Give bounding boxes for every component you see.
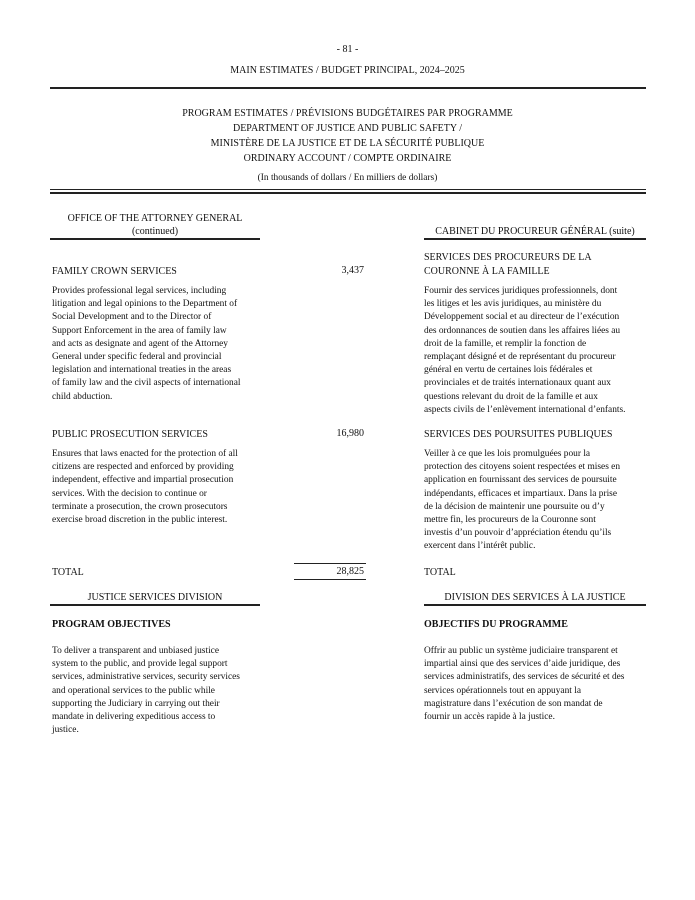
program-objectives-title: PROGRAM OBJECTIVES: [52, 619, 171, 630]
total-rule-bottom: [294, 579, 366, 580]
public-prosecution-services-title: PUBLIC PROSECUTION SERVICES: [52, 429, 208, 440]
header-line-4: ORDINARY ACCOUNT / COMPTE ORDINAIRE: [243, 153, 452, 164]
fr-section-heading: CABINET DU PROCUREUR GÉNÉRAL (suite): [435, 226, 635, 237]
family-crown-services-en-text: Provides professional legal services, including litigation and legal opinions to the Department of Social Development and to the Director of Support Enforcement in the area of family law and acts as designate and agent of the Attorney General under specific federal and provincial legislation and international treaties in the areas of family law and the civil aspects of international child abduction.: [52, 286, 241, 402]
public-prosecution-services-fr-title: SERVICES DES POURSUITES PUBLIQUES: [424, 429, 613, 440]
double-rule-top: [50, 189, 646, 190]
family-crown-services-fr-title-2: COURONNE À LA FAMILLE: [424, 266, 550, 277]
public-prosecution-services-fr-text: Veiller à ce que les lois promulguées pour la protection des citoyens soient respectées et mises en application en fournissant des services de poursuite indépendants, efficaces et impartiaux. Dans la prise de la décision de maintenir une poursuite ou d’y mettre fin, les procureurs de la Couronne sont investis d’un pouvoir d’appréciation étendu qu’ils exercent dans l’intérêt public.: [424, 449, 621, 552]
family-crown-services-amount: 3,437: [341, 265, 364, 276]
total-label-fr: TOTAL: [424, 567, 456, 578]
double-rule-bottom: [50, 192, 646, 194]
division-services-justice-heading: DIVISION DES SERVICES À LA JUSTICE: [444, 592, 626, 603]
units-note: (In thousands of dollars / En milliers de dollars): [257, 173, 438, 183]
public-prosecution-services-amount: 16,980: [336, 428, 364, 439]
program-objectives-fr-text: Offrir au public un système judiciaire transparent et impartial ainsi que des services d’aide juridique, des services administratifs, des services de sécurité et des services opérationnels tout en appuyant la magistrature dans l’exécution de son mandat de fournir un accès rapide à la justice.: [424, 646, 625, 723]
total-rule-top: [294, 563, 366, 564]
page-number: - 81 -: [336, 44, 359, 55]
header-line-2: DEPARTMENT OF JUSTICE AND PUBLIC SAFETY /: [232, 123, 463, 134]
header-line-3: MINISTÈRE DE LA JUSTICE ET DE LA SÉCURITÉ PUBLIQUE: [210, 138, 485, 149]
division-services-underline: [424, 604, 646, 606]
en-section-underline: [50, 238, 260, 240]
program-objectives-en-text: To deliver a transparent and unbiased justice system to the public, and provide legal support services, administrative services, security services and operational services to the public while supporting the Judiciary in carrying out their mandate in delivering expeditious access to justice.: [52, 646, 240, 736]
family-crown-services-fr-text: Fournir des services juridiques professionnels, dont les litiges et les avis juridiques, au ministère du Développement social et au directeur de l’exécution des ordonnances de soutien dans les affaires liées au droit de la famille, et remplir la fonction de remplaçant désigné et de représentant du procureur général en vertu de certaines lois fédérales et provinciales et de traités internationaux quant aux questions relevant du droit de la famille et aux aspects civils de l’enlèvement international d’enfants.: [424, 286, 626, 415]
header-line-1: PROGRAM ESTIMATES / PRÉVISIONS BUDGÉTAIRES PAR PROGRAMME: [182, 108, 513, 119]
total-label: TOTAL: [52, 567, 84, 578]
justice-services-underline: [50, 604, 260, 606]
en-section-heading-continued: (continued): [131, 226, 179, 237]
fr-section-underline: [424, 238, 646, 240]
family-crown-services-title: FAMILY CROWN SERVICES: [52, 266, 177, 277]
header-rule: [50, 87, 646, 89]
document-title: MAIN ESTIMATES / BUDGET PRINCIPAL, 2024–2025: [230, 65, 465, 76]
objectifs-programme-title: OBJECTIFS DU PROGRAMME: [424, 619, 568, 630]
public-prosecution-services-en-text: Ensures that laws enacted for the protection of all citizens are respected and enforced by providing independent, effective and impartial prosecution services. With the decision to continue or terminate a prosecution, the crown prosecutors exercise broad discretion in the public interest.: [52, 449, 238, 526]
en-section-heading: OFFICE OF THE ATTORNEY GENERAL: [67, 213, 243, 224]
justice-services-division-heading: JUSTICE SERVICES DIVISION: [87, 592, 223, 603]
family-crown-services-fr-title-1: SERVICES DES PROCUREURS DE LA: [424, 252, 592, 263]
total-amount: 28,825: [336, 566, 364, 577]
